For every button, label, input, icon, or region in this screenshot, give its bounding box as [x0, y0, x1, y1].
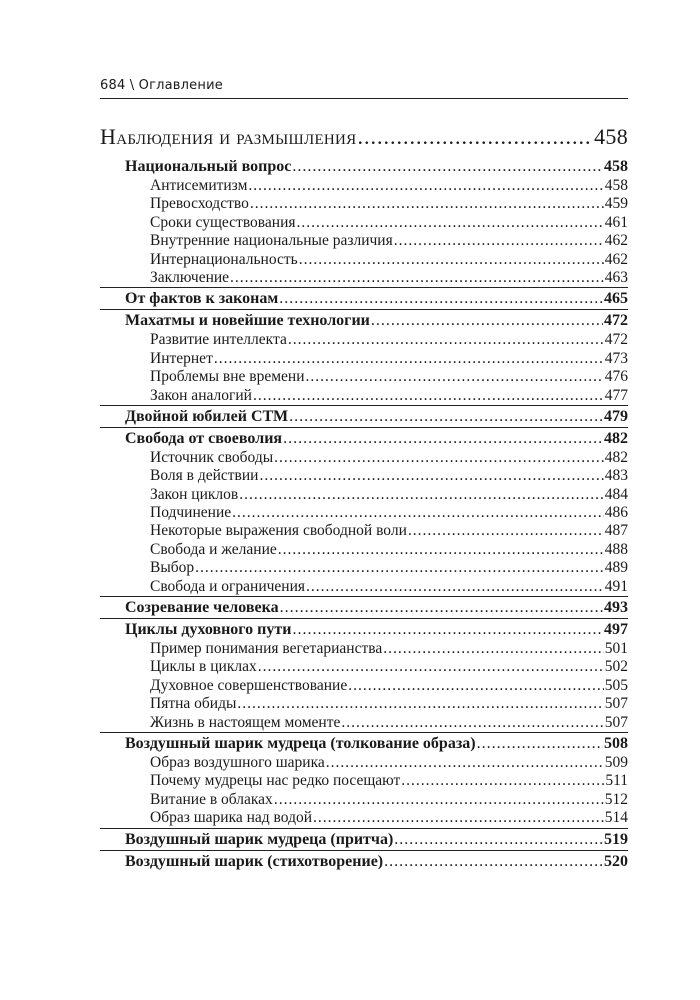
part-title: [100, 124, 628, 156]
toc-subentry-page-number: 463: [604, 268, 628, 286]
dot-leader: [292, 620, 603, 640]
toc-subentry-page-number: 507: [604, 713, 628, 731]
toc-section: [100, 598, 628, 619]
toc-chapter-page-number: 493: [604, 599, 628, 617]
toc-chapter-page-number: 520: [604, 852, 628, 870]
sections-list: [100, 157, 628, 872]
toc-subentry-page-number: 482: [604, 448, 628, 466]
toc-subentry-page-number: 462: [604, 250, 628, 268]
dot-leader: [239, 486, 604, 504]
toc-section: [100, 620, 628, 733]
toc-section: [100, 289, 628, 310]
toc-subentry-page-number: 509: [604, 753, 628, 771]
dot-leader: [248, 177, 603, 195]
toc-subentry-page-number: 484: [604, 485, 628, 503]
toc-subentry-title: Развитие интеллекта: [150, 331, 287, 349]
table-of-contents: [100, 124, 628, 872]
toc-subentry-page-number: 501: [604, 640, 628, 658]
toc-chapter-page-number: 458: [604, 158, 628, 175]
toc-subentry: [100, 177, 628, 195]
toc-chapter-title: Национальный вопрос: [125, 158, 292, 175]
toc-chapter-title: От фактов к законам: [125, 290, 279, 308]
dot-leader: [408, 522, 604, 540]
toc-subentry-title: Витание в облаках: [150, 790, 273, 808]
dot-leader: [253, 387, 604, 405]
toc-subentry-title: Интернет: [150, 349, 213, 367]
toc-subentry: [100, 754, 628, 772]
toc-subentry-page-number: 486: [604, 504, 628, 522]
toc-chapter-page-number: 482: [604, 429, 628, 447]
toc-subentry-page-number: 488: [604, 540, 628, 558]
toc-subentry-title: Образ шарика над водой: [150, 809, 313, 827]
toc-chapter: [100, 289, 628, 309]
toc-chapter-title: Созревание человека: [125, 599, 279, 617]
toc-subentry-title: Подчинение: [150, 504, 232, 522]
toc-subentry: [100, 449, 628, 467]
dot-leader: [371, 311, 603, 331]
toc-subentry: [100, 640, 628, 658]
toc-subentry-page-number: 491: [604, 577, 628, 595]
toc-subentry: [100, 504, 628, 522]
dot-leader: [313, 809, 604, 827]
toc-subentry-title: Превосходство: [150, 195, 249, 213]
dot-leader: [274, 449, 604, 467]
dot-leader: [283, 429, 603, 449]
toc-subentry: [100, 387, 628, 405]
toc-subentry-title: Закон аналогий: [150, 386, 252, 404]
toc-chapter-title: Двойной юбилей СТМ: [125, 407, 289, 425]
toc-subentry-page-number: 461: [604, 213, 628, 231]
dot-leader: [214, 350, 604, 368]
toc-subentry-page-number: 511: [605, 772, 628, 790]
toc-subentry-page-number: 514: [604, 809, 628, 827]
toc-subentry-page-number: 458: [604, 177, 628, 194]
dot-leader: [306, 368, 604, 386]
toc-subentry-page-number: 459: [604, 195, 628, 213]
toc-subentry: [100, 269, 628, 287]
dot-leader: [348, 677, 604, 695]
toc-subentry-page-number: 489: [604, 559, 628, 577]
toc-subentry: [100, 809, 628, 827]
toc-subentry-title: Жизнь в настоящем моменте: [150, 713, 341, 731]
dot-leader: [401, 772, 604, 790]
dot-leader: [250, 195, 604, 213]
dot-leader: [383, 640, 604, 658]
toc-chapter-page-number: 508: [604, 734, 628, 752]
dot-leader: [326, 754, 604, 772]
toc-section: [100, 852, 628, 872]
toc-subentry-title: Проблемы вне времени: [150, 368, 305, 386]
toc-subentry: [100, 714, 628, 732]
toc-section: [100, 157, 628, 288]
toc-subentry-title: Циклы в циклах: [150, 658, 257, 676]
toc-subentry-page-number: 483: [604, 467, 628, 485]
dot-leader: [195, 559, 604, 577]
toc-subentry-title: Свобода и ограничения: [150, 577, 306, 595]
toc-subentry-title: Выбор: [150, 559, 195, 577]
toc-subentry-page-number: 472: [604, 331, 628, 349]
toc-chapter: [100, 429, 628, 449]
toc-chapter: [100, 620, 628, 640]
toc-subentry: [100, 695, 628, 713]
dot-leader: [299, 251, 604, 269]
dot-leader: [289, 407, 603, 427]
toc-subentry: [100, 486, 628, 504]
toc-subentry: [100, 658, 628, 676]
running-head: [100, 78, 628, 99]
toc-subentry-title: Заключение: [150, 268, 230, 286]
toc-chapter-title: Циклы духовного пути: [125, 621, 292, 639]
toc-subentry-page-number: 505: [604, 676, 628, 694]
dot-leader: [278, 541, 604, 559]
toc-subentry-page-number: 477: [604, 386, 628, 404]
toc-subentry-title: Свобода и желание: [150, 540, 277, 558]
toc-chapter-title: Махатмы и новейшие технологии: [125, 312, 370, 330]
toc-chapter: [100, 734, 628, 754]
toc-subentry-page-number: 502: [604, 658, 628, 676]
toc-chapter-page-number: 519: [604, 830, 628, 848]
toc-chapter-page-number: 472: [604, 312, 628, 330]
dot-leader: [394, 830, 603, 850]
toc-subentry-page-number: 487: [604, 522, 628, 540]
dot-leader: [237, 695, 603, 713]
toc-subentry-page-number: 462: [604, 232, 628, 250]
dot-leader: [230, 269, 604, 287]
toc-subentry: [100, 541, 628, 559]
toc-subentry: [100, 214, 628, 232]
toc-subentry-title: Закон циклов: [150, 485, 239, 503]
dot-leader: [280, 598, 603, 618]
toc-chapter-title: Воздушный шарик мудреца (толкование образа): [125, 734, 476, 752]
toc-subentry-title: Почему мудрецы нас редко посещают: [150, 772, 401, 790]
dot-leader: [394, 232, 604, 250]
toc-section: [100, 429, 628, 597]
part-title-text: Наблюдения и размышления: [100, 124, 357, 149]
toc-subentry: [100, 791, 628, 809]
toc-subentry-title: Образ воздушного шарика: [150, 753, 325, 771]
dot-leader: [306, 578, 604, 596]
toc-subentry-title: Духовное совершенствование: [150, 676, 348, 694]
toc-subentry-title: Интернациональность: [150, 250, 298, 268]
dot-leader: [258, 658, 604, 676]
dot-leader: [384, 852, 603, 872]
toc-subentry: [100, 578, 628, 596]
toc-subentry: [100, 350, 628, 368]
toc-subentry-page-number: 473: [604, 349, 628, 367]
dot-leader: [357, 124, 593, 150]
toc-subentry-title: Источник свободы: [150, 448, 274, 466]
running-head-text: 684 \ Оглавление: [100, 78, 223, 93]
toc-subentry-title: Внутренние национальные различия: [150, 232, 393, 250]
toc-chapter: [100, 852, 628, 872]
toc-subentry: [100, 467, 628, 485]
dot-leader: [279, 289, 603, 309]
toc-subentry: [100, 559, 628, 577]
toc-chapter-page-number: 465: [604, 290, 628, 308]
toc-subentry: [100, 251, 628, 269]
toc-chapter-title: Воздушный шарик мудреца (притча): [125, 830, 394, 848]
toc-subentry-page-number: 512: [604, 790, 628, 808]
toc-chapter: [100, 157, 628, 177]
toc-subentry: [100, 522, 628, 540]
toc-chapter: [100, 830, 628, 850]
toc-subentry: [100, 368, 628, 386]
toc-subentry-title: Воля в действии: [150, 467, 259, 485]
toc-subentry-title: Антисемитизм: [150, 177, 248, 194]
toc-section: [100, 830, 628, 851]
toc-subentry-title: Пример понимания вегетарианства: [150, 640, 383, 658]
toc-chapter-page-number: 479: [604, 407, 628, 425]
toc-subentry-title: Некоторые выражения свободной воли: [150, 522, 407, 540]
toc-subentry: [100, 772, 628, 790]
toc-chapter: [100, 311, 628, 331]
dot-leader: [477, 734, 603, 754]
toc-subentry: [100, 232, 628, 250]
toc-subentry: [100, 195, 628, 213]
toc-subentry-page-number: 476: [604, 368, 628, 386]
toc-section: [100, 407, 628, 428]
dot-leader: [232, 504, 604, 522]
toc-chapter-title: Воздушный шарик (стихотворение): [125, 852, 384, 870]
dot-leader: [274, 791, 604, 809]
toc-subentry-title: Пятна обиды: [150, 695, 237, 713]
toc-section: [100, 311, 628, 406]
toc-subentry-title: Сроки существования: [150, 213, 296, 231]
toc-section: [100, 734, 628, 829]
part-page-number: 458: [594, 124, 628, 149]
toc-chapter-title: Свобода от своеволия: [125, 429, 283, 447]
toc-subentry-page-number: 507: [604, 695, 628, 713]
dot-leader: [341, 714, 603, 732]
toc-subentry: [100, 677, 628, 695]
toc-chapter: [100, 598, 628, 618]
toc-chapter-page-number: 497: [604, 621, 628, 639]
dot-leader: [288, 331, 604, 349]
dot-leader: [259, 467, 603, 485]
dot-leader: [292, 157, 603, 177]
toc-chapter: [100, 407, 628, 427]
toc-subentry: [100, 331, 628, 349]
dot-leader: [297, 214, 604, 232]
